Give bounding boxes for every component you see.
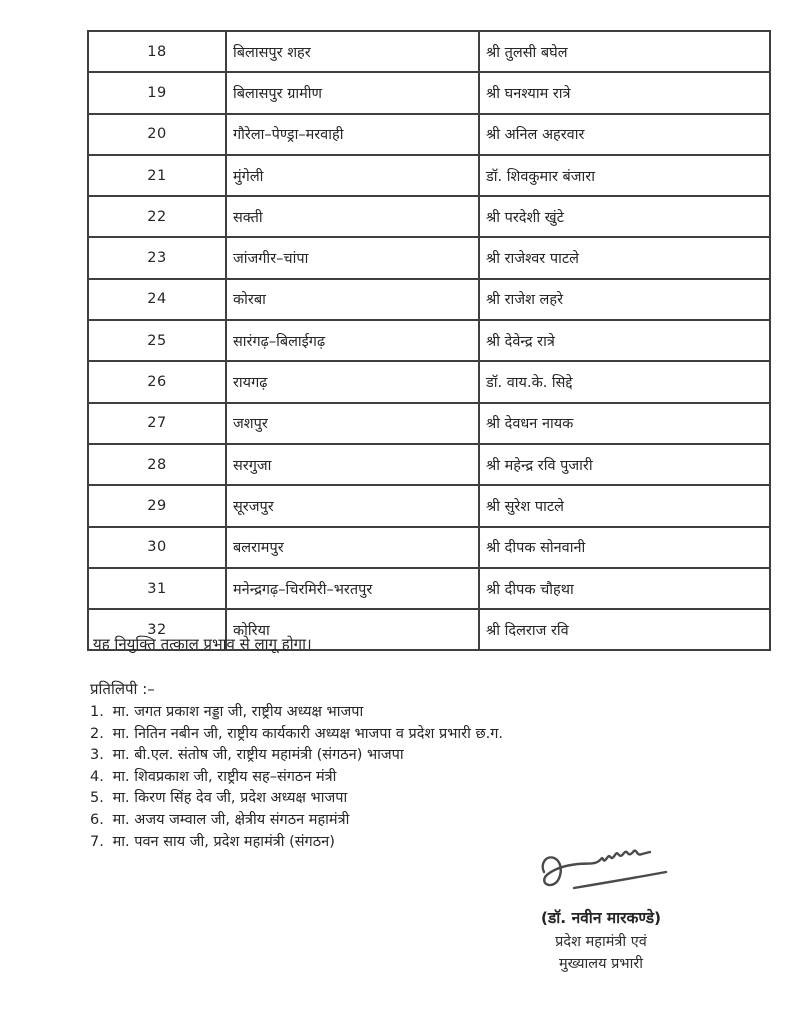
serial-number-cell: 28 [88,444,226,485]
district-cell: सक्ती [226,196,479,237]
table-row [88,114,770,155]
signatory-designation-2: मुख्यालय प्रभारी [558,956,644,972]
serial-number-cell: 30 [88,527,226,568]
table-row [88,527,770,568]
copy-item-text: मा. किरण सिंह देव जी, प्रदेश अध्यक्ष भाजपा [112,790,348,807]
district-cell: गौरेला–पेण्ड्रा–मरवाही [226,114,479,155]
serial-number-cell: 31 [88,568,226,609]
appointee-name-cell: श्री राजेश लहरे [479,279,770,320]
copy-to-list-item [90,724,503,746]
table-row [88,155,770,196]
signatory-block [470,906,732,975]
appointee-name-cell: श्री देवधन नायक [479,403,770,444]
serial-number-cell: 23 [88,237,226,278]
copy-item-text: मा. नितिन नबीन जी, राष्ट्रीय कार्यकारी अध्यक्ष भाजपा व प्रदेश प्रभारी छ.ग. [112,725,504,742]
table-row [88,485,770,526]
serial-number-cell: 32 [88,609,226,650]
copy-item-number: 7. [90,833,104,850]
copy-item-text: मा. अजय जम्वाल जी, क्षेत्रीय संगठन महामंत्री [112,811,350,828]
serial-number-cell: 27 [88,403,226,444]
copy-to-list-item [90,832,503,854]
copy-item-text: मा. जगत प्रकाश नड्डा जी, राष्ट्रीय अध्यक्ष भाजपा [112,704,364,720]
district-cell: रायगढ़ [226,361,479,402]
signatory-name: (डॉ. नवीन मारकण्डे) [540,909,662,927]
district-cell: सूरजपुर [226,485,479,526]
table-row [88,279,770,320]
serial-number-cell: 24 [88,279,226,320]
appointee-name-cell: श्री घनश्याम रात्रे [479,72,770,113]
copy-to-list-item [90,745,503,767]
copy-to-list-item [90,788,503,810]
district-cell: बिलासपुर ग्रामीण [226,72,479,113]
serial-number-cell: 18 [88,31,226,72]
copy-to-list-item [90,702,503,724]
appointee-name-cell: श्री दीपक सोनवानी [479,527,770,568]
copy-to-list [90,702,503,853]
district-cell: बलरामपुर [226,527,479,568]
table-row [88,320,770,361]
copy-item-text: मा. शिवप्रकाश जी, राष्ट्रीय सह–संगठन मंत्री [112,768,337,785]
appointee-name-cell: श्री दीपक चौहथा [479,568,770,609]
table-row [88,237,770,278]
appointee-name-cell: श्री अनिल अहरवार [479,114,770,155]
district-cell: सरगुजा [226,444,479,485]
copy-item-number: 3. [90,747,104,764]
copy-to-heading: प्रतिलिपी :– [90,680,155,698]
district-cell: सारंगढ़–बिलाईगढ़ [226,320,479,361]
copy-item-text: मा. पवन साय जी, प्रदेश महामंत्री (संगठन) [112,833,335,850]
serial-number-cell: 22 [88,196,226,237]
table-row [88,196,770,237]
copy-item-number: 1. [90,704,104,720]
appointee-name-cell: श्री सुरेश पाटले [479,485,770,526]
district-cell: मनेन्द्रगढ़–चिरमिरी–भरतपुर [226,568,479,609]
copy-to-list-item [90,767,503,789]
serial-number-cell: 21 [88,155,226,196]
serial-number-cell: 19 [88,72,226,113]
effective-immediately-note: यह नियुक्ति तत्काल प्रभाव से लागू होगा। [93,635,312,653]
copy-item-number: 2. [90,725,104,742]
district-cell: मुंगेली [226,155,479,196]
table-row [88,444,770,485]
serial-number-cell: 29 [88,485,226,526]
copy-item-number: 5. [90,790,104,807]
copy-to-list-item [90,810,503,832]
appointee-name-cell: श्री तुलसी बघेल [479,31,770,72]
appointee-name-cell: डॉ. शिवकुमार बंजारा [479,155,770,196]
district-cell: जांजगीर–चांपा [226,237,479,278]
serial-number-cell: 25 [88,320,226,361]
table-row [88,361,770,402]
table-row [88,403,770,444]
district-cell: कोरबा [226,279,479,320]
copy-item-text: मा. बी.एल. संतोष जी, राष्ट्रीय महामंत्री (संगठन) भाजपा [112,747,404,764]
appointee-name-cell: श्री देवेन्द्र रात्रे [479,320,770,361]
appointee-name-cell: श्री दिलराज रवि [479,609,770,650]
serial-number-cell: 20 [88,114,226,155]
appointee-name-cell: डॉ. वाय.के. सिद्दे [479,361,770,402]
appointee-name-cell: श्री परदेशी खुंटे [479,196,770,237]
copy-item-number: 4. [90,768,104,785]
table-row [88,568,770,609]
signature-image [538,838,678,902]
signatory-designation-1: प्रदेश महामंत्री एवं [555,934,647,950]
appointments-table-body [88,31,770,650]
district-cell: जशपुर [226,403,479,444]
table-row [88,72,770,113]
serial-number-cell: 26 [88,361,226,402]
table-row [88,31,770,72]
appointee-name-cell: श्री राजेश्वर पाटले [479,237,770,278]
copy-item-number: 6. [90,811,104,828]
district-cell: कोरिया [226,609,479,650]
district-cell: बिलासपुर शहर [226,31,479,72]
appointments-table [87,30,771,651]
appointee-name-cell: श्री महेन्द्र रवि पुजारी [479,444,770,485]
